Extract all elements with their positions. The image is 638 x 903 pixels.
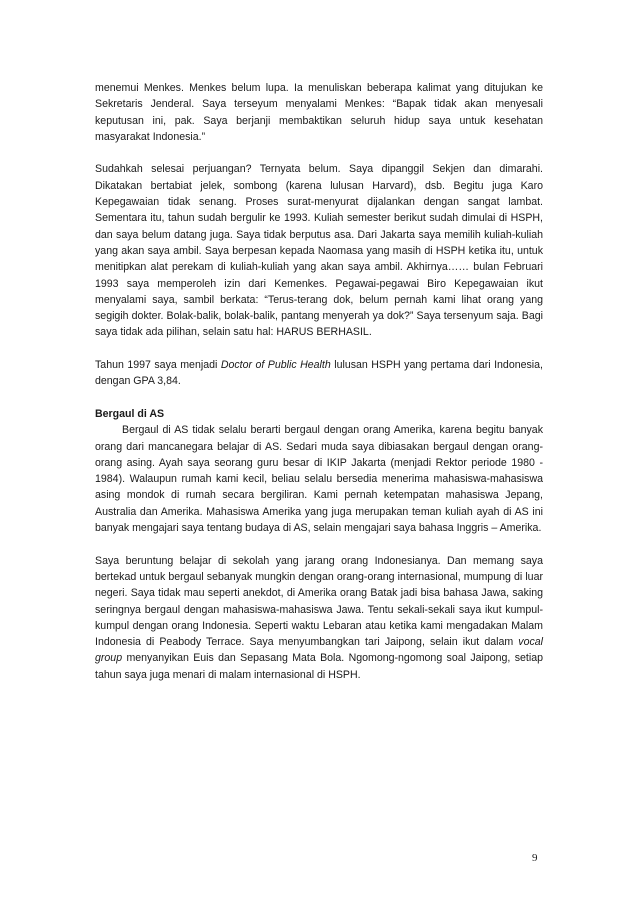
paragraph-text: Tahun 1997 saya menjadi [95,359,221,372]
page-number: 9 [532,852,538,864]
paragraph-text: Sudahkah selesai perjuangan? Ternyata belum. Saya dipanggil Sekjen dan dimarahi. Dikatakan bertabiat jelek, sombong (karena lulusan Harvard), dsb. Begitu juga Karo Kepegawaian tidak senang. Proses surat-menyurat dijalankan dengan sangat lambat. Sementara itu, tahun sudah bergulir ke 1993. Kuliah semester berikut sudah dimulai di HSPH, dan saya belum datang juga. Saya tidak berputus asa. Dari Jakarta saya memilih kuliah-kuliah yang akan saya ambil. Saya berpesan kepada Naomasa yang masih di HSPH ketika itu, untuk menitipkan alat perekam di kuliah-kuliah yang akan saya ambil. Akhirnya…… bulan Februari 1993 saya memperoleh izin dari Kemenkes. Pegawai-pegawai Biro Kepegawaian ikut menyalami saya, sambil berkata: “Terus-terang dok, belum pernah kami lihat orang yang segigih dokter. Bolak-balik, bolak-balik, pantang menyerah ya dok?” Saya tersenyum saja. Bagi saya tidak ada pilihan, selain satu hal: HARUS BERHASIL. [95,163,543,339]
italic-text: vocal group [95,636,543,665]
paragraph-text: Saya beruntung belajar di sekolah yang jarang orang Indonesianya. Dan memang saya bertekad untuk bergaul sebanyak mungkin dengan orang-orang internasional, mumpung di luar negeri. Saya tidak mau seperti anekdot, di Amerika orang Batak jadi bisa bahasa Jawa, saking seringnya bergaul dengan mahasiswa-mahasiswa Jawa. Tentu sekali-sekali saya ikut kumpul-kumpul dengan orang Indonesia. Seperti waktu Lebaran atau ketika kami mengadakan Malam Indonesia di Peabody Terrace. Saya menyumbangkan tari Jaipong, selain ikut dalam [95,554,543,649]
paragraph [95,422,543,536]
paragraph-text: lulusan HSPH yang pertama dari Indonesia, dengan GPA 3,84. [95,359,543,388]
section-heading: Bergaul di AS [95,407,165,420]
italic-text: Doctor of Public Health [220,359,331,372]
intro-paragraphs [95,80,543,390]
section-paragraphs [95,422,543,683]
paragraph-text: menemui Menkes. Menkes belum lupa. Ia menuliskan beberapa kalimat yang ditujukan ke Sekretaris Jenderal. Saya terseyum menyalami Menkes: “Bapak tidak akan menyesali keputusan ini, pak. Saya berjanji membaktikan seluruh hidup saya untuk kesehatan masyarakat Indonesia.” [95,82,543,143]
paragraph [95,553,543,683]
page-body [95,80,543,699]
paragraph [95,161,543,340]
paragraph [95,357,543,390]
paragraph-text: Bergaul di AS tidak selalu berarti bergaul dengan orang Amerika, karena begitu banyak orang dari mancanegara belajar di AS. Sedari muda saya dibiasakan bergaul dengan orang-orang asing. Ayah saya seorang guru besar di IKIP Jakarta (menjadi Rektor periode 1980 - 1984). Walaupun rumah kami kecil, beliau selalu bersedia menerima mahasiswa-mahasiswa asing mondok di rumah secara bergiliran. Kami pernah ketempatan mahasiswa Jepang, Australia dan Amerika. Mahasiswa Amerika yang juga merupakan teman kuliah ayah di AS ini banyak mengajari saya tentang budaya di AS, selain mengajari saya bahasa Inggris – Amerika. [95,424,543,535]
paragraph [95,80,543,145]
paragraph-text: menyanyikan Euis dan Sepasang Mata Bola. Ngomong-ngomong soal Jaipong, setiap tahun saya juga menari di malam internasional di HSPH. [95,652,543,681]
